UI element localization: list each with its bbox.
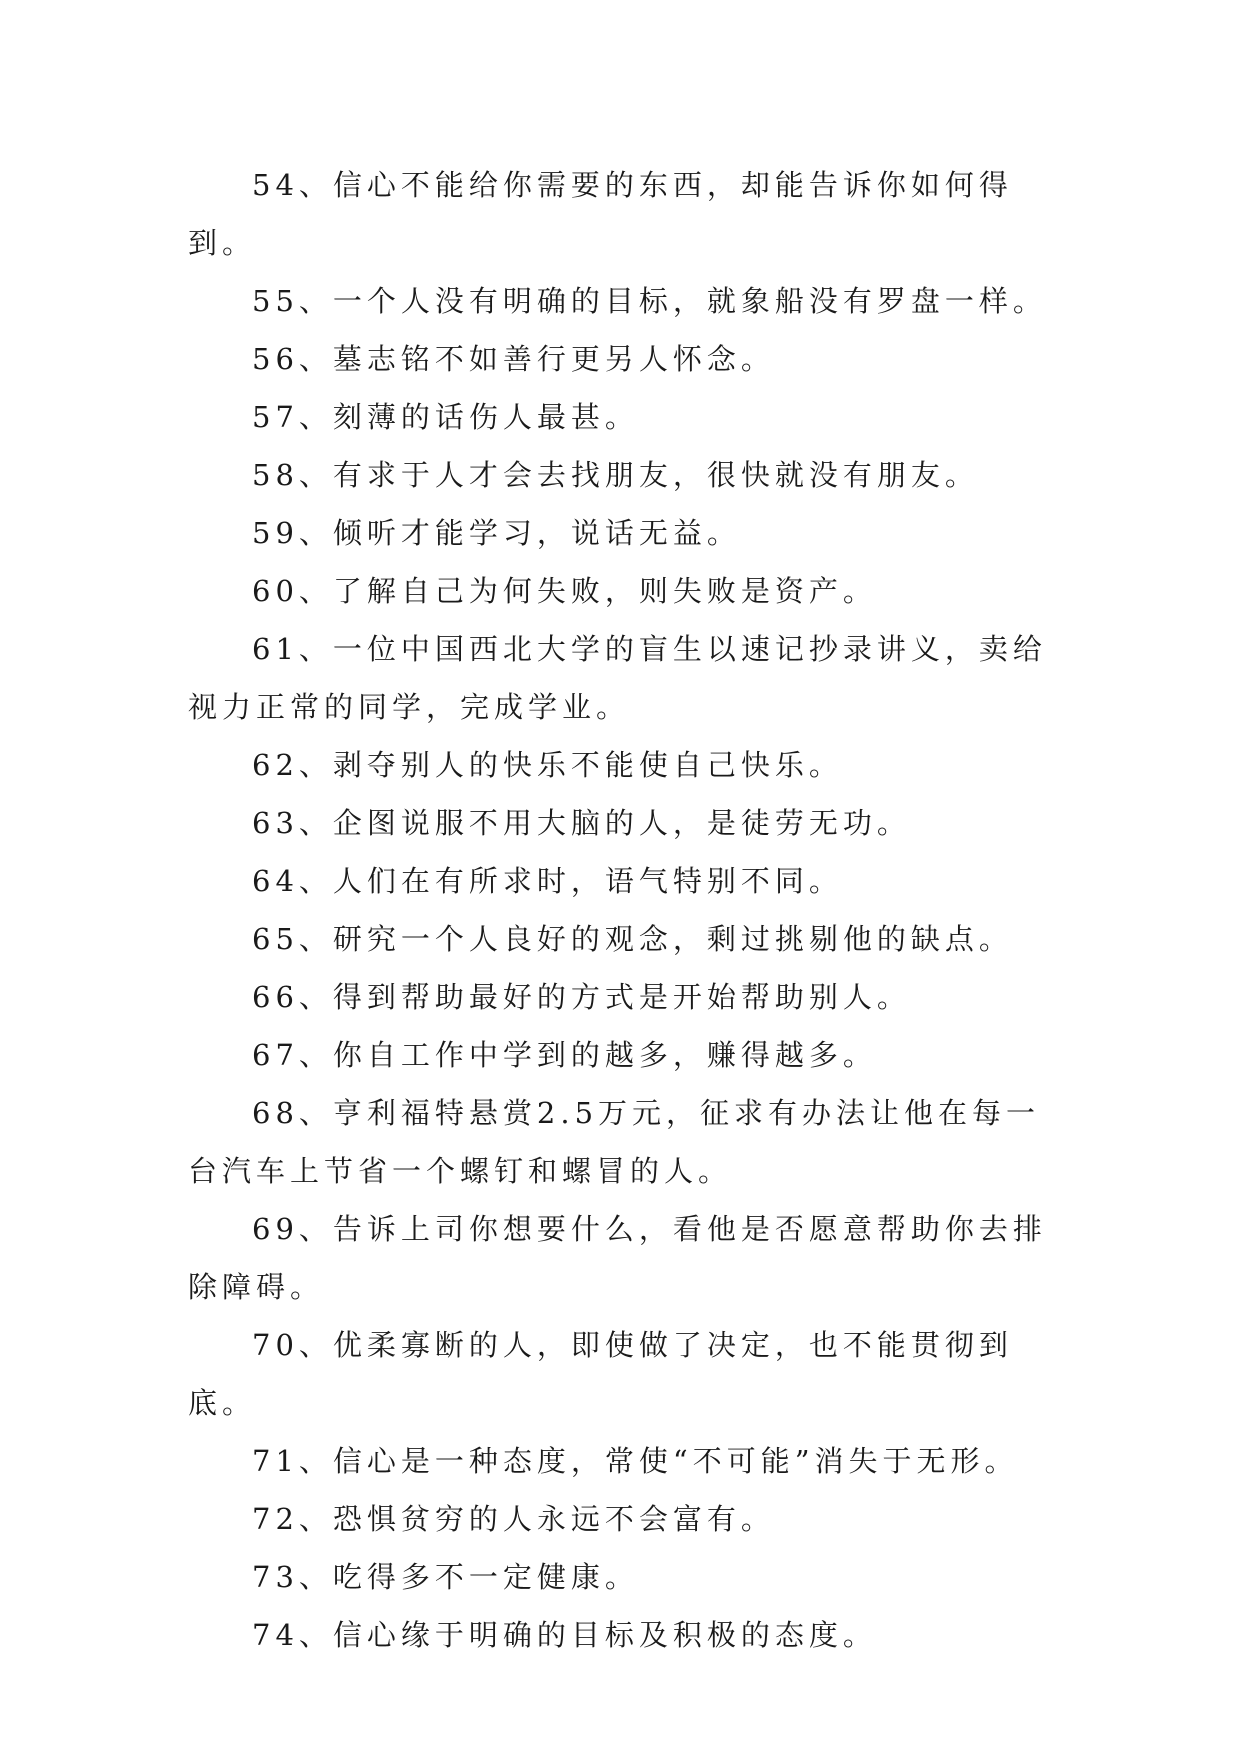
quote-paragraph-64: 64、人们在有所求时，语气特别不同。 bbox=[252, 864, 843, 898]
quote-paragraph-57: 57、刻薄的话伤人最甚。 bbox=[252, 400, 639, 434]
quote-paragraph-68: 68、亨利福特悬赏2.5万元，征求有办法让他在每一台汽车上节省一个螺钉和螺冒的人。 bbox=[188, 1096, 1041, 1188]
quote-paragraph-71: 71、信心是一种态度，常使“不可能”消失于无形。 bbox=[252, 1444, 1019, 1478]
quote-list bbox=[188, 156, 1068, 1664]
quote-paragraph-56: 56、墓志铭不如善行更另人怀念。 bbox=[252, 342, 775, 376]
quote-paragraph-73: 73、吃得多不一定健康。 bbox=[252, 1560, 639, 1594]
quote-paragraph-72: 72、恐惧贫穷的人永远不会富有。 bbox=[252, 1502, 775, 1536]
quote-paragraph-58: 58、有求于人才会去找朋友，很快就没有朋友。 bbox=[252, 458, 979, 492]
quote-paragraph-62: 62、剥夺别人的快乐不能使自己快乐。 bbox=[252, 748, 843, 782]
quote-paragraph-55: 55、一个人没有明确的目标，就象船没有罗盘一样。 bbox=[252, 284, 1047, 318]
quote-paragraph-65: 65、研究一个人良好的观念，剩过挑剔他的缺点。 bbox=[252, 922, 1013, 956]
quote-paragraph-69: 69、告诉上司你想要什么，看他是否愿意帮助你去排除障碍。 bbox=[188, 1212, 1047, 1304]
quote-paragraph-60: 60、了解自己为何失败，则失败是资产。 bbox=[252, 574, 877, 608]
quote-paragraph-54: 54、信心不能给你需要的东西，却能告诉你如何得到。 bbox=[188, 168, 1013, 260]
quote-paragraph-70: 70、优柔寡断的人，即使做了决定，也不能贯彻到底。 bbox=[188, 1328, 1013, 1420]
quote-paragraph-74: 74、信心缘于明确的目标及积极的态度。 bbox=[252, 1618, 877, 1652]
quote-paragraph-59: 59、倾听才能学习，说话无益。 bbox=[252, 516, 741, 550]
quote-paragraph-67: 67、你自工作中学到的越多，赚得越多。 bbox=[252, 1038, 877, 1072]
quote-paragraph-63: 63、企图说服不用大脑的人，是徒劳无功。 bbox=[252, 806, 911, 840]
quote-paragraph-61: 61、一位中国西北大学的盲生以速记抄录讲义，卖给视力正常的同学，完成学业。 bbox=[188, 632, 1047, 724]
quote-paragraph-66: 66、得到帮助最好的方式是开始帮助别人。 bbox=[252, 980, 911, 1014]
